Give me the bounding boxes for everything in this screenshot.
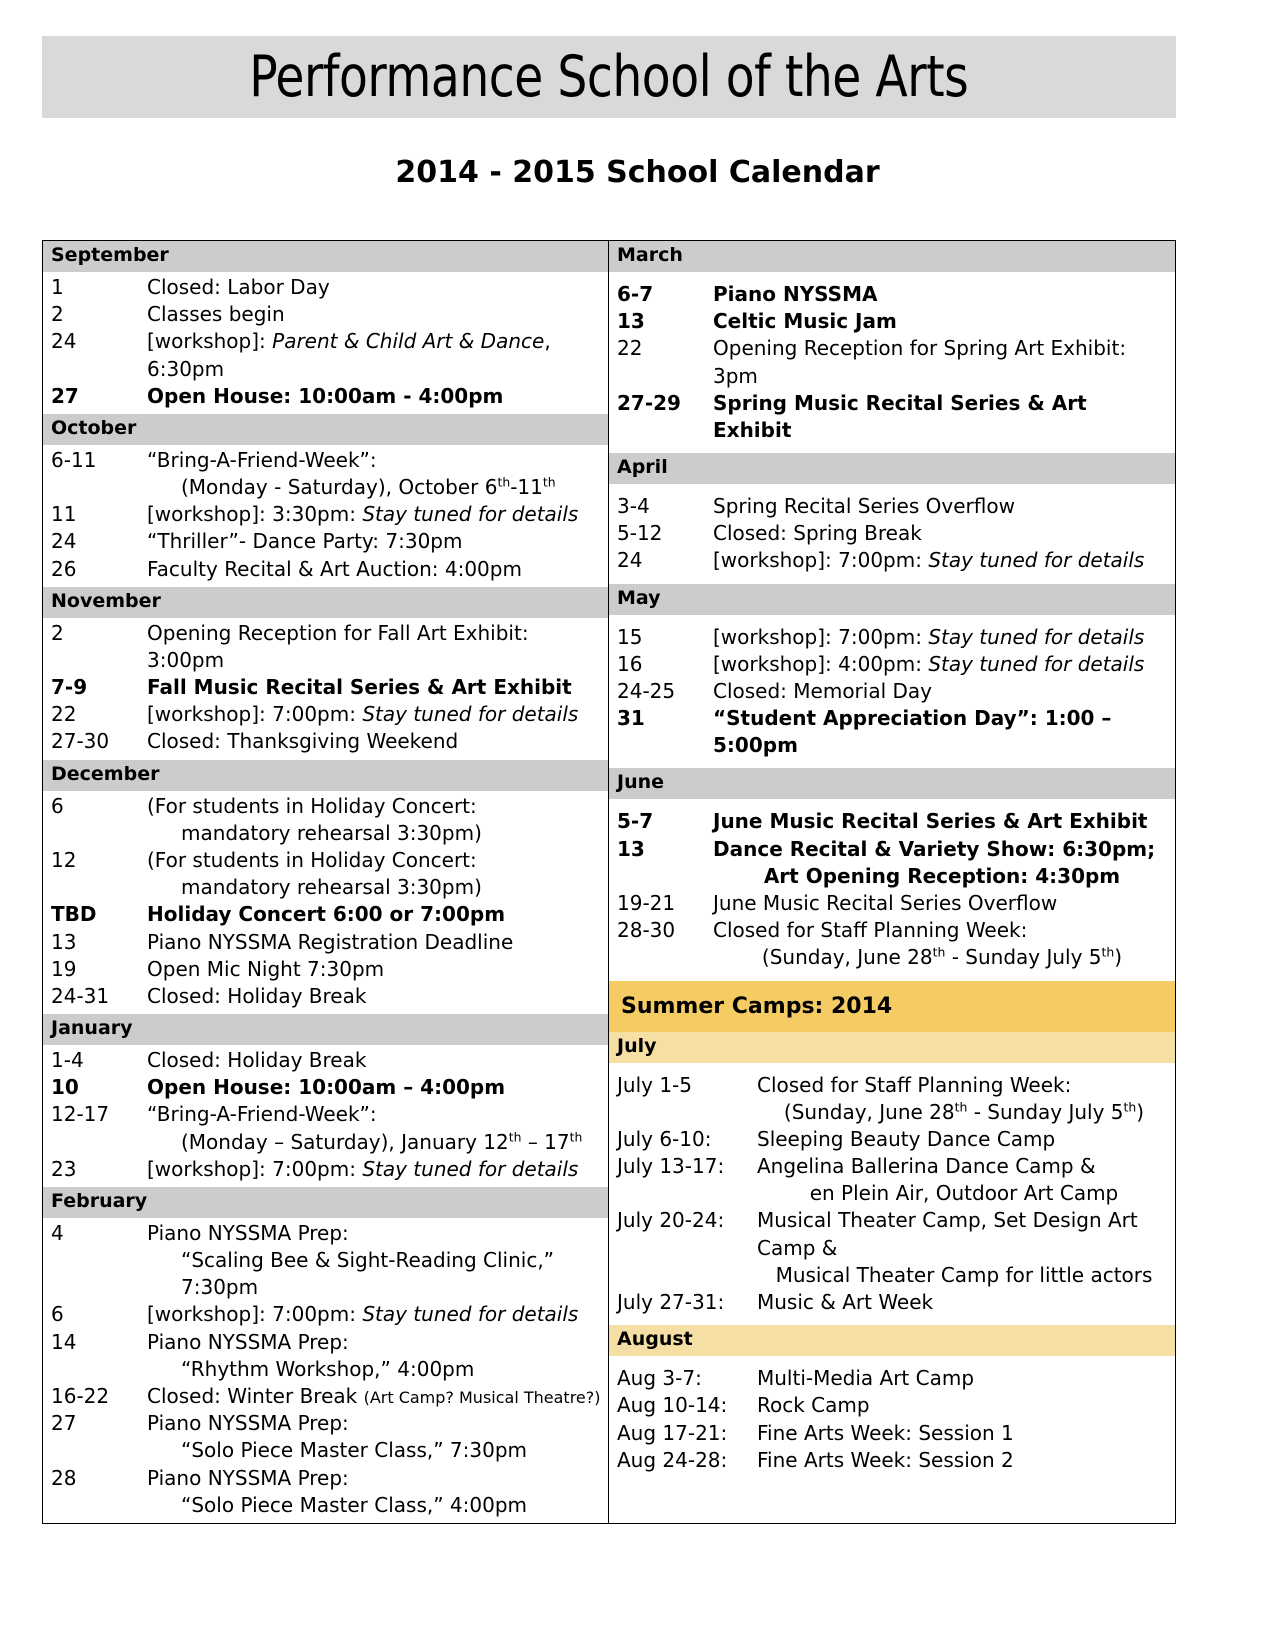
calendar-row	[43, 1047, 608, 1074]
calendar-row	[609, 651, 1175, 678]
row-description: (For students in Holiday Concert: mandatory rehearsal 3:30pm)	[147, 793, 482, 845]
calendar-row	[609, 890, 1175, 917]
row-date: 2	[51, 302, 64, 327]
calendar-row	[609, 1392, 1175, 1419]
row-description: Fine Arts Week: Session 2	[757, 1447, 1014, 1472]
row-description: Music & Art Week	[757, 1290, 934, 1315]
row-description: Piano NYSSMA Prep: “Solo Piece Master Class,” 7:30pm	[147, 1411, 528, 1463]
month-rows-april	[609, 484, 1175, 584]
calendar-row	[609, 836, 1175, 890]
row-date: July 27-31:	[617, 1290, 725, 1315]
row-date: 4	[51, 1220, 64, 1245]
row-date: 6-7	[617, 281, 654, 306]
calendar-row	[43, 556, 608, 583]
month-header-september: September	[43, 241, 608, 272]
row-date: 28-30	[617, 918, 676, 943]
row-description: Classes begin	[147, 302, 285, 327]
calendar-row	[43, 956, 608, 983]
row-description: Open Mic Night 7:30pm	[147, 956, 385, 981]
row-description: [workshop]: 7:00pm: Stay tuned for details	[713, 548, 1145, 573]
row-description: Opening Reception for Fall Art Exhibit: 3:00pm	[147, 620, 529, 672]
row-description: “Bring-A-Friend-Week”: (Monday - Saturday), October 6th-11th	[147, 447, 556, 499]
row-date: July 6-10:	[617, 1126, 712, 1151]
row-description: Piano NYSSMA Prep: “Solo Piece Master Class,” 4:00pm	[147, 1465, 528, 1517]
row-date: 27-29	[617, 390, 681, 415]
row-date: 10	[51, 1075, 79, 1100]
row-date: 13	[51, 929, 77, 954]
row-date: 5-12	[617, 521, 663, 546]
row-description: Piano NYSSMA	[713, 281, 878, 306]
row-date: 19-21	[617, 890, 676, 915]
row-date: Aug 24-28:	[617, 1447, 728, 1472]
row-description: Closed: Memorial Day	[713, 678, 932, 703]
calendar-row	[609, 493, 1175, 520]
row-date: 6	[51, 793, 64, 818]
row-description: Holiday Concert 6:00 or 7:00pm	[147, 902, 506, 927]
row-date: 1	[51, 274, 64, 299]
row-description: Musical Theater Camp, Set Design Art Camp & Musical Theater Camp for little actors	[757, 1208, 1153, 1287]
row-description: “Student Appreciation Day”: 1:00 – 5:00pm	[713, 706, 1112, 758]
row-description: Open House: 10:00am - 4:00pm	[147, 383, 504, 408]
month-rows-february	[43, 1218, 608, 1523]
calendar-row	[43, 1074, 608, 1101]
row-description: Closed: Holiday Break	[147, 1048, 367, 1072]
calendar-table	[42, 240, 1176, 1524]
month-header-july: July	[609, 1032, 1175, 1063]
row-description: Opening Reception for Spring Art Exhibit: 3pm	[713, 336, 1127, 388]
row-description: (For students in Holiday Concert: mandatory rehearsal 3:30pm)	[147, 847, 482, 900]
month-rows-may	[609, 615, 1175, 769]
row-date: Aug 3-7:	[617, 1366, 702, 1391]
calendar-row	[609, 520, 1175, 547]
calendar-row	[43, 1101, 608, 1155]
row-date: 24	[617, 548, 643, 573]
calendar-row	[609, 1447, 1175, 1474]
calendar-row	[43, 501, 608, 528]
calendar-left-column	[43, 241, 609, 1523]
calendar-row	[609, 1153, 1175, 1207]
calendar-row	[43, 701, 608, 728]
row-date: 7-9	[51, 675, 88, 700]
row-date: 24	[51, 529, 77, 554]
calendar-row	[609, 335, 1175, 389]
calendar-row	[609, 1126, 1175, 1153]
row-date: 13	[617, 309, 645, 334]
row-date: TBD	[51, 902, 97, 927]
row-date: 3-4	[617, 494, 650, 518]
calendar-row	[43, 274, 608, 301]
row-date: 12-17	[51, 1102, 110, 1127]
month-header-june: June	[609, 768, 1175, 799]
row-date: 16-22	[51, 1384, 110, 1408]
row-description: Celtic Music Jam	[713, 309, 897, 334]
row-description: Angelina Ballerina Dance Camp & en Plein Air, Outdoor Art Camp	[757, 1154, 1119, 1206]
calendar-row	[609, 1289, 1175, 1316]
row-description: Rock Camp	[757, 1393, 870, 1418]
row-date: 13	[617, 836, 645, 861]
page-title: Performance School of the Arts	[249, 43, 969, 110]
row-date: 24-31	[51, 983, 110, 1008]
calendar-row	[43, 847, 608, 901]
row-description: Closed: Holiday Break	[147, 983, 367, 1008]
row-date: 23	[51, 1156, 77, 1181]
title-banner	[42, 36, 1176, 118]
calendar-row	[43, 383, 608, 410]
month-header-august: August	[609, 1325, 1175, 1356]
month-header-january: January	[43, 1014, 608, 1045]
row-description: [workshop]: 7:00pm: Stay tuned for details	[147, 1156, 579, 1181]
row-date: 22	[51, 702, 77, 727]
calendar-row	[43, 983, 608, 1010]
row-description: June Music Recital Series & Art Exhibit	[713, 809, 1148, 834]
row-description: Faculty Recital & Art Auction: 4:00pm	[147, 556, 522, 581]
calendar-row	[609, 917, 1175, 971]
month-rows-december	[43, 791, 608, 1015]
calendar-row	[43, 301, 608, 328]
month-header-may: May	[609, 584, 1175, 615]
row-date: 27	[51, 1411, 77, 1436]
calendar-row	[43, 1383, 608, 1410]
calendar-row	[609, 705, 1175, 759]
row-date: Aug 17-21:	[617, 1420, 728, 1445]
row-description: Piano NYSSMA Prep: “Rhythm Workshop,” 4:00pm	[147, 1329, 475, 1381]
row-description: Multi-Media Art Camp	[757, 1366, 975, 1391]
row-description: Closed: Labor Day	[147, 274, 330, 299]
row-date: 16	[617, 651, 643, 676]
calendar-row	[43, 1156, 608, 1183]
row-description: Open House: 10:00am – 4:00pm	[147, 1075, 506, 1100]
month-rows-november	[43, 618, 608, 760]
calendar-row	[609, 678, 1175, 705]
calendar-row	[609, 808, 1175, 835]
calendar-row	[609, 1365, 1175, 1392]
summer-camps-banner: Summer Camps: 2014	[609, 981, 1175, 1032]
row-description: Piano NYSSMA Registration Deadline	[147, 929, 514, 954]
month-header-march: March	[609, 241, 1175, 272]
month-rows-june	[609, 799, 1175, 980]
calendar-row	[609, 547, 1175, 574]
row-description: Closed for Staff Planning Week: (Sunday, June 28th - Sunday July 5th)	[757, 1072, 1145, 1124]
row-date: 28	[51, 1465, 77, 1490]
calendar-row	[43, 447, 608, 501]
row-date: 2	[51, 620, 64, 645]
calendar-row	[43, 793, 608, 847]
month-rows-october	[43, 445, 608, 587]
row-date: 6-11	[51, 447, 97, 472]
calendar-row	[43, 1220, 608, 1302]
row-date: 11	[51, 502, 77, 527]
row-date: 27-30	[51, 729, 110, 754]
month-rows-august	[609, 1356, 1175, 1483]
calendar-row	[43, 901, 608, 928]
month-header-october: October	[43, 414, 608, 445]
row-date: July 1-5	[617, 1072, 692, 1097]
calendar-row	[609, 1207, 1175, 1289]
row-description: Closed for Staff Planning Week: (Sunday, June 28th - Sunday July 5th)	[713, 918, 1123, 970]
row-date: 24-25	[617, 678, 676, 703]
calendar-row	[609, 390, 1175, 444]
calendar-row	[609, 624, 1175, 651]
row-description: [workshop]: 7:00pm: Stay tuned for details	[147, 702, 579, 727]
row-description: June Music Recital Series Overflow	[713, 890, 1058, 915]
row-description: [workshop]: Parent & Child Art & Dance, 6:30pm	[147, 329, 551, 381]
row-date: Aug 10-14:	[617, 1393, 728, 1418]
row-date: 22	[617, 336, 643, 361]
row-date: 27	[51, 383, 79, 408]
row-date: 26	[51, 556, 77, 581]
month-header-february: February	[43, 1187, 608, 1218]
row-date: 14	[51, 1329, 77, 1354]
calendar-row	[43, 929, 608, 956]
calendar-right-column	[609, 241, 1175, 1523]
calendar-row	[609, 308, 1175, 335]
calendar-row	[609, 281, 1175, 308]
calendar-row	[43, 620, 608, 674]
row-date: 15	[617, 624, 643, 649]
page-subtitle: 2014 - 2015 School Calendar	[395, 155, 880, 190]
month-rows-january	[43, 1045, 608, 1187]
row-description: Sleeping Beauty Dance Camp	[757, 1126, 1056, 1151]
row-date: 24	[51, 329, 77, 354]
row-description: Closed: Thanksgiving Weekend	[147, 729, 459, 754]
row-description: [workshop]: 3:30pm: Stay tuned for details	[147, 502, 579, 527]
calendar-row	[43, 1301, 608, 1328]
row-date: 12	[51, 847, 77, 872]
row-date: 6	[51, 1302, 64, 1327]
calendar-row	[43, 1329, 608, 1383]
row-date: 1-4	[51, 1048, 84, 1072]
row-description: Closed: Spring Break	[713, 521, 922, 546]
row-description: “Thriller”- Dance Party: 7:30pm	[147, 529, 463, 554]
month-header-december: December	[43, 760, 608, 791]
calendar-row	[43, 674, 608, 701]
calendar-row	[43, 1410, 608, 1464]
row-description: Spring Music Recital Series & Art Exhibit	[713, 390, 1087, 442]
month-header-april: April	[609, 453, 1175, 484]
row-description: [workshop]: 7:00pm: Stay tuned for details	[713, 624, 1145, 649]
row-date: July 13-17:	[617, 1154, 725, 1179]
month-header-november: November	[43, 587, 608, 618]
row-description: Fall Music Recital Series & Art Exhibit	[147, 675, 572, 700]
row-description: Spring Recital Series Overflow	[713, 494, 1015, 518]
month-rows-september	[43, 272, 608, 414]
row-description: [workshop]: 7:00pm: Stay tuned for details	[147, 1302, 579, 1327]
row-description: Closed: Winter Break (Art Camp? Musical Theatre?)	[147, 1384, 601, 1408]
calendar-row	[43, 728, 608, 755]
row-date: 5-7	[617, 809, 654, 834]
calendar-row	[43, 328, 608, 382]
calendar-row	[43, 528, 608, 555]
row-description: Piano NYSSMA Prep: “Scaling Bee & Sight-Reading Clinic,” 7:30pm	[147, 1220, 555, 1300]
calendar-row	[43, 1465, 608, 1519]
row-description: Fine Arts Week: Session 1	[757, 1420, 1014, 1445]
row-description: Dance Recital & Variety Show: 6:30pm; Art Opening Reception: 4:30pm	[713, 836, 1156, 888]
row-date: 19	[51, 956, 77, 981]
row-description: [workshop]: 4:00pm: Stay tuned for details	[713, 651, 1145, 676]
row-date: July 20-24:	[617, 1208, 725, 1233]
month-rows-july	[609, 1063, 1175, 1326]
month-rows-march	[609, 272, 1175, 453]
calendar-row	[609, 1072, 1175, 1126]
row-date: 31	[617, 706, 645, 731]
calendar-row	[609, 1420, 1175, 1447]
row-description: “Bring-A-Friend-Week”: (Monday – Saturday), January 12th – 17th	[147, 1102, 583, 1154]
